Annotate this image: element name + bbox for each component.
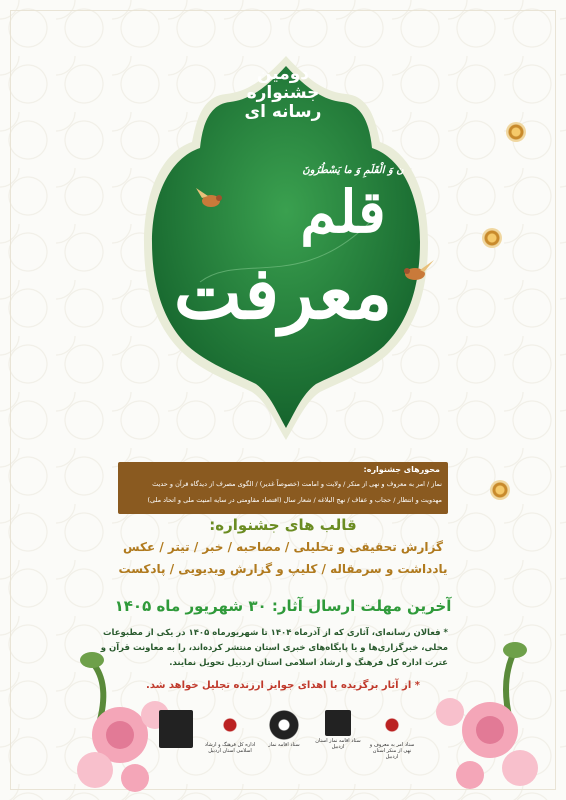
logo-rosette: ستاد اقامه نماز <box>258 710 310 748</box>
title-line-ordinal: دومین <box>256 64 310 84</box>
ornament-medallion-icon <box>490 480 510 500</box>
axes-line: مهدویت و انتظار / حجاب و عفاف / نهج البلاغه / شعار سال (اقتصاد مقاومتی در سایه امنیت ملی و اتحاد ملی) <box>147 496 442 504</box>
festival-axes-box <box>118 462 448 514</box>
description-line: * فعالان رسانه‌ای، آثاری که از آذرماه ۱۴۰۴ تا شهریورماه ۱۴۰۵ در یکی از مطبوعات <box>102 628 448 638</box>
calligraphy-logo-icon <box>159 710 193 748</box>
rosette-logo-icon <box>269 710 299 740</box>
award-note: * از آثار برگزیده با اهدای جوایز ارزنده تجلیل خواهد شد. <box>146 680 420 691</box>
kaaba-logo-icon <box>325 710 351 736</box>
iran-emblem-icon <box>377 710 407 740</box>
iran-emblem-icon <box>215 710 245 740</box>
logo-namaz: ستاد اقامه نماز استان اردبیل <box>312 710 364 750</box>
title-word-marefat: معرفت <box>173 250 393 335</box>
title-word-qalam: قلم <box>300 178 386 246</box>
bird-icon <box>196 186 226 212</box>
title-line-media: رسانه ای <box>244 102 322 122</box>
ornament-medallion-icon <box>506 122 526 142</box>
axes-line: نماز / امر به معروف و نهی از منکر / ولایت و امامت (خصوصاً غدیر) / الگوی مصرف از دیدگاه قرآن و حدیث <box>152 480 442 488</box>
logo-ershad: اداره کل فرهنگ و ارشاد اسلامی استان اردبیل <box>204 710 256 754</box>
description-line: محلی، خبرگزاری‌ها و یا پایگاه‌های خبری استان منتشر کرده‌اند، را به معاونت قرآن و <box>100 643 448 653</box>
bird-icon <box>400 258 434 286</box>
formats-line: گزارش تحقیقی و تحلیلی / مصاحبه / خبر / تیتر / عکس <box>123 540 443 554</box>
formats-line: یادداشت و سرمقاله / کلیپ و گزارش ویدیویی / پادکست <box>118 562 448 576</box>
festival-title <box>0 65 566 122</box>
formats-heading: قالب های جشنواره: <box>209 516 357 534</box>
axes-heading: محورهای جشنواره: <box>363 465 440 474</box>
organizer-logos <box>150 710 422 770</box>
logo-calligraphy <box>150 710 202 750</box>
logo-amr-be-maruf: ستاد امر به معروف و نهی از منکر استان اردبیل <box>366 710 418 760</box>
quran-verse: ن وَ الْقَلَمِ وَ ما يَسْطُرُونَ <box>302 165 404 176</box>
rose-bouquet-right-icon <box>420 620 540 790</box>
title-line-festival: جشنواره <box>246 83 320 103</box>
description-line: عترت اداره کل فرهنگ و ارشاد اسلامی استان اردبیل تحویل نمایند. <box>169 658 448 668</box>
deadline-text: آخرین مهلت ارسال آثار: ۳۰ شهریور ماه ۱۴۰۵ <box>114 597 452 615</box>
